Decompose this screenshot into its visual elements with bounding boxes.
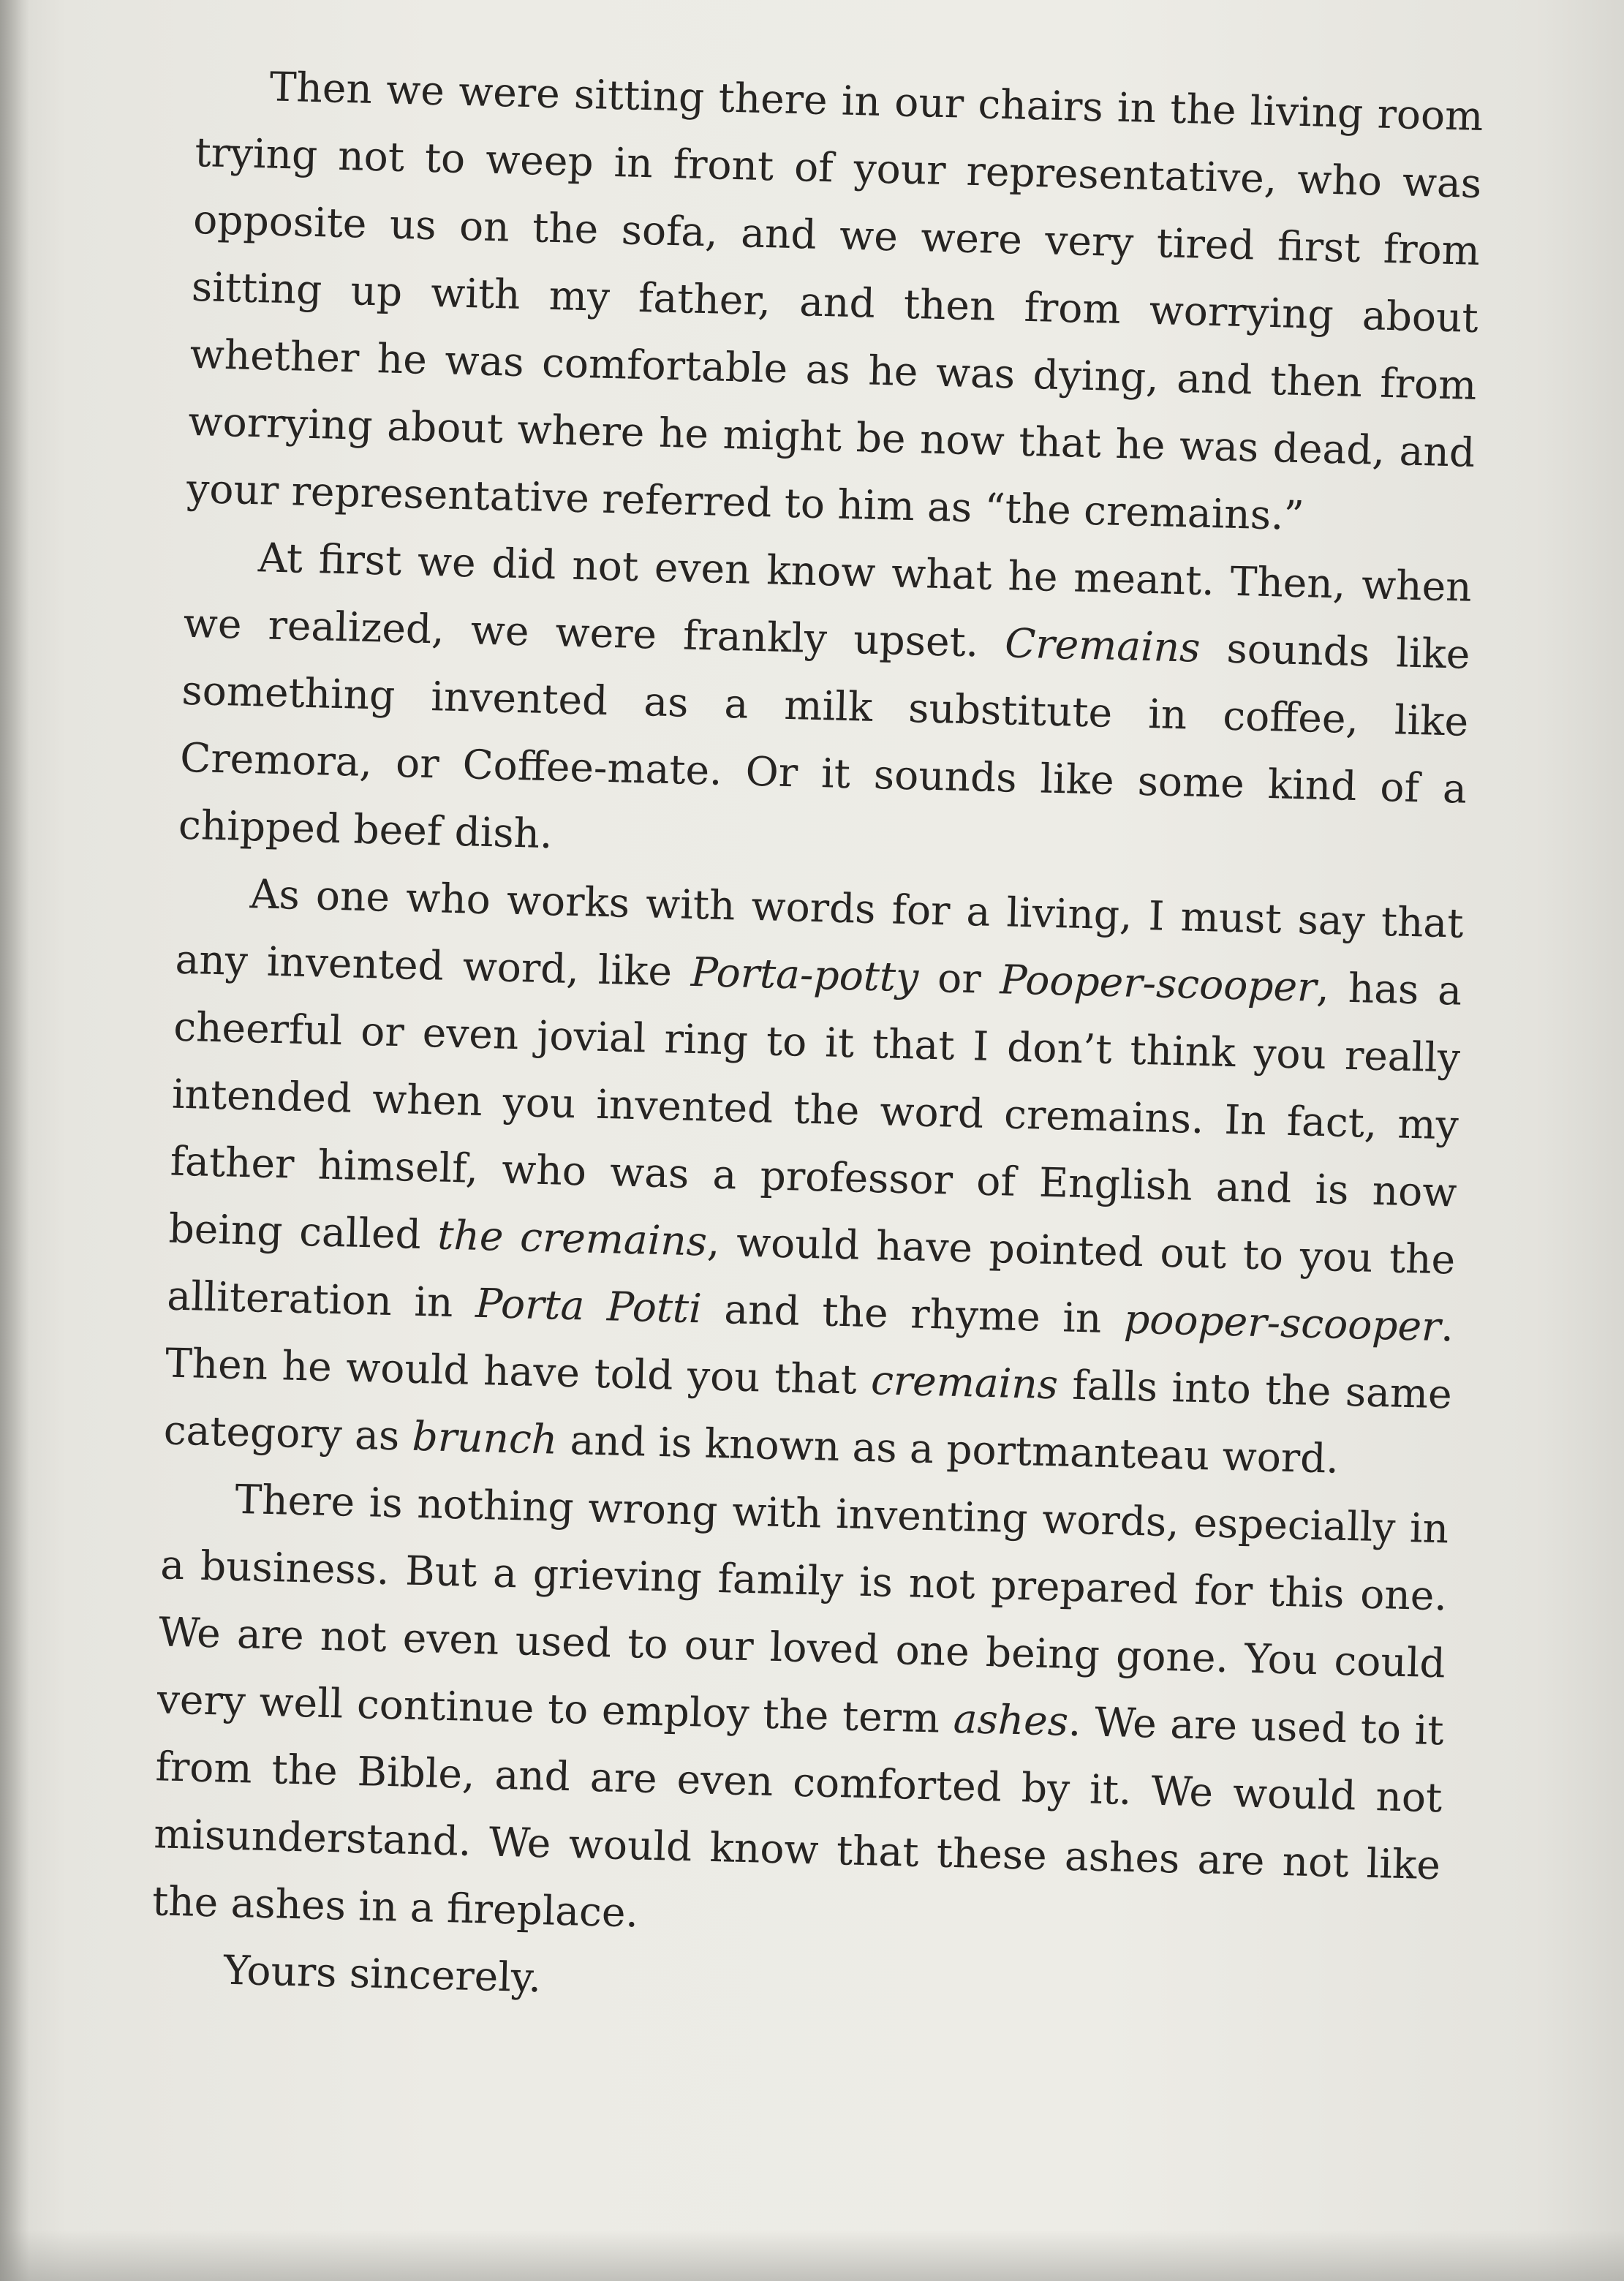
paragraph-2: At first we did not even know what he meant. Then, when we realized, we were frankly upset. Cremains sounds like something invented as a milk substitute in coffee, like Cremora, or Coffee-mate. Or it sounds like some kind of a chipped beef dish. — [178, 534, 1473, 858]
italic-term: brunch — [411, 1412, 559, 1463]
paragraph-1: Then we were sitting there in our chairs in the living room trying not to weep in front of your representative, who was opposite us on the sofa, and we were very tired first from sitting up with my father, and then from worrying about whether he was comfortable as he was dying, and then from worrying about where he might be now that he was dead, and your representative referred to him as “the cremains.” — [186, 63, 1484, 540]
page-bottom-shadow — [0, 2230, 1624, 2281]
italic-term: Porta-potty — [690, 948, 919, 1001]
italic-term: cremains — [870, 1357, 1059, 1409]
closing-line: Yours sincerely. — [223, 1946, 542, 2002]
paragraph-3: As one who works with words for a living, I must say that any invented word, like Porta-potty or Pooper-scooper, has a cheerful or even jovial ring to it that I don’t think you really intended when you invented the word cremains. In fact, my father himself, who was a professor of English and is now being called the cremains, would have pointed out to you the alliteration in Porta Potti and the rhyme in pooper-scooper. Then he would have told you that cremains falls into the same category as brunch and is known as a portmanteau word. — [163, 870, 1465, 1482]
italic-term: Porta Potti — [475, 1279, 703, 1332]
italic-term: pooper-scooper — [1123, 1295, 1442, 1351]
italic-term: ashes — [953, 1694, 1069, 1745]
paragraph-4: There is nothing wrong with inventing words, especially in a business. But a grieving family is not prepared for this one. We are not even used to our loved one being gone. You could very well continue to employ the term ashes. We are used to it from the Bible, and are even comforted by it. We would not misunderstand. We would know that these ashes are not like the ashes in a fireplace. — [151, 1475, 1449, 1937]
letter-body — [150, 51, 1484, 2033]
italic-term: Cremains — [1004, 619, 1201, 671]
page-gutter-shadow — [0, 0, 29, 2281]
italic-term: Pooper-scooper — [999, 956, 1318, 1011]
italic-term: the cremains — [437, 1211, 708, 1265]
